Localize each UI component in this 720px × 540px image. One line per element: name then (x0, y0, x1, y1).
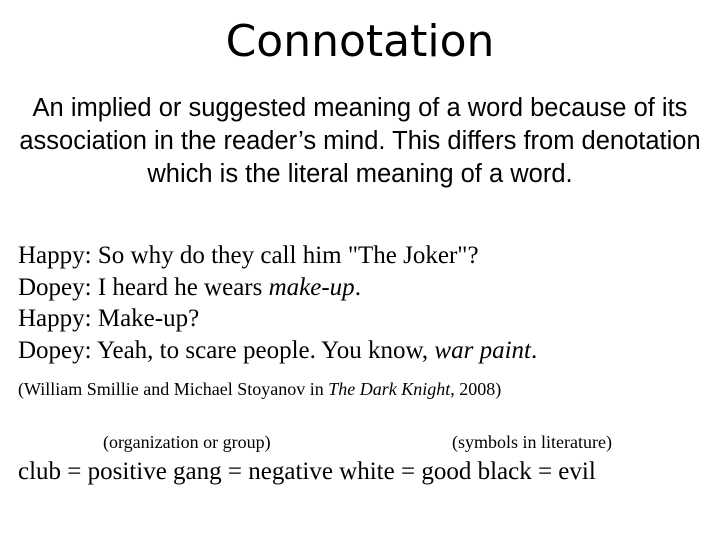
slide-title: Connotation (225, 16, 495, 67)
connotation-examples: club = positive gang = negative white = good black = evil (18, 458, 596, 485)
dialogue-text: Make-up? (97, 305, 200, 332)
dialogue-block (18, 240, 708, 366)
dialogue-line (18, 240, 708, 272)
speaker-name: Dopey: (18, 336, 92, 364)
caption-symbols: (symbols in literature) (452, 432, 612, 452)
citation-year: , 2008) (450, 379, 502, 399)
dialogue-text: Yeah, to scare people. You know, (96, 336, 429, 364)
caption-organization: (organization or group) (103, 432, 271, 452)
speaker-name: Happy: (18, 242, 92, 269)
dialogue-punctuation: . (354, 273, 361, 301)
dialogue-text: So why do they call him "The Joker"? (97, 242, 479, 269)
dialogue-text: I heard he wears (97, 273, 263, 301)
dialogue-line (18, 303, 708, 335)
dialogue-emphasis: make-up (268, 273, 355, 301)
citation-film-title: The Dark Knight (328, 379, 451, 399)
dialogue-line (18, 272, 708, 304)
citation (18, 377, 708, 401)
dialogue-punctuation: . (530, 336, 538, 364)
dialogue-line (18, 335, 708, 367)
dialogue-emphasis: war paint (434, 336, 531, 364)
speaker-name: Dopey: (18, 273, 92, 301)
definition-text: An implied or suggested meaning of a word because of its association in the reader’s mind. This differs from denotation which is the literal meaning of a word. (19, 94, 701, 188)
speaker-name: Happy: (18, 305, 92, 332)
citation-text: (William Smillie and Michael Stoyanov in (18, 379, 324, 399)
